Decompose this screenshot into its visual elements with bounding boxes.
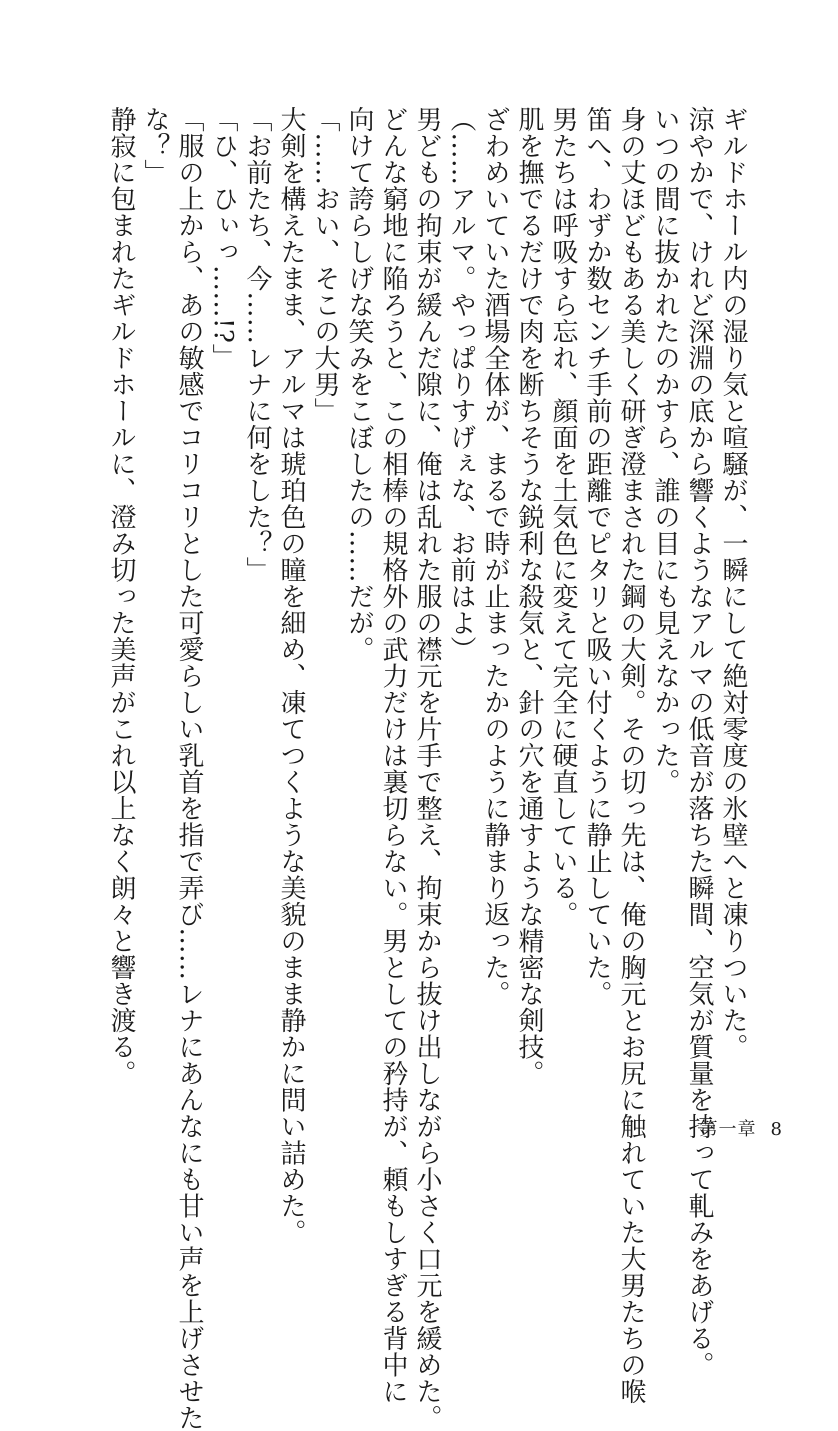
text-line: 「お前たち、今……レナに何をした？」 (242, 106, 272, 583)
text-line: 笛へ、わずか数センチ手前の距離でピタリと吸い付くように静止していた。 (582, 106, 612, 1007)
text-line: ざわめいていた酒場全体が、まるで時が止まったかのように静まり返った。 (480, 106, 510, 1007)
text-line: 静寂に包まれたギルドホールに、澄み切った美声がこれ以上なく朗々と響き渡る。 (106, 106, 136, 1087)
page-footer (700, 1115, 783, 1141)
text-line: 男どもの拘束が緩んだ隙に、俺は乱れた服の襟元を片手で整え、拘束から抜け出しながら小さく口元を緩めた。 (412, 106, 442, 1431)
text-line: ギルドホール内の湿り気と喧騒が、一瞬にして絶対零度の氷壁へと凍りついた。 (718, 106, 748, 1060)
text-line: 身の丈ほどもある美しく研ぎ澄まされた鋼の大剣。その切っ先は、俺の胸元とお尻に触れていた大男たちの喉 (616, 106, 646, 1405)
text-line: 向けて誇らしげな笑みをこぼしたの……だが。 (344, 106, 374, 663)
text-line: 男たちは呼吸すら忘れ、顔面を土気色に変えて完全に硬直している。 (548, 106, 578, 928)
text-line: いつの間に抜かれたのかすら、誰の目にも見えなかった。 (650, 106, 680, 795)
text-line: 涼やかで、けれど深淵の底から響くようなアルマの低音が落ちた瞬間、空気が質量を持って軋みをあげる。 (684, 106, 714, 1378)
page-number: 8 (770, 1119, 783, 1140)
text-line: 肌を撫でるだけで肉を断ちそうな鋭利な殺気と、針の穴を通すような精密な剣技。 (514, 106, 544, 1087)
text-line: な？」 (140, 106, 170, 186)
text-line: 「ひ、ひぃっ……!?」 (208, 106, 238, 370)
text-line: どんな窮地に陥ろうと、この相棒の規格外の武力だけは裏切らない。男としての矜持が、頼もしすぎる背中に (378, 106, 408, 1405)
text-line: 「服の上から、あの敏感でコリコリとした可愛らしい乳首を指で弄び……レナにあんなにも甘い声を上げさせた (174, 106, 204, 1431)
text-line: （……アルマ。やっぱりすげぇな、お前はよ） (446, 106, 476, 663)
text-line: 大剣を構えたまま、アルマは琥珀色の瞳を細め、凍てつくような美貌のまま静かに問い詰めた。 (276, 106, 306, 1246)
chapter-label: 第一章 (699, 1119, 757, 1140)
text-line: 「……おい、そこの大男」 (310, 106, 340, 424)
